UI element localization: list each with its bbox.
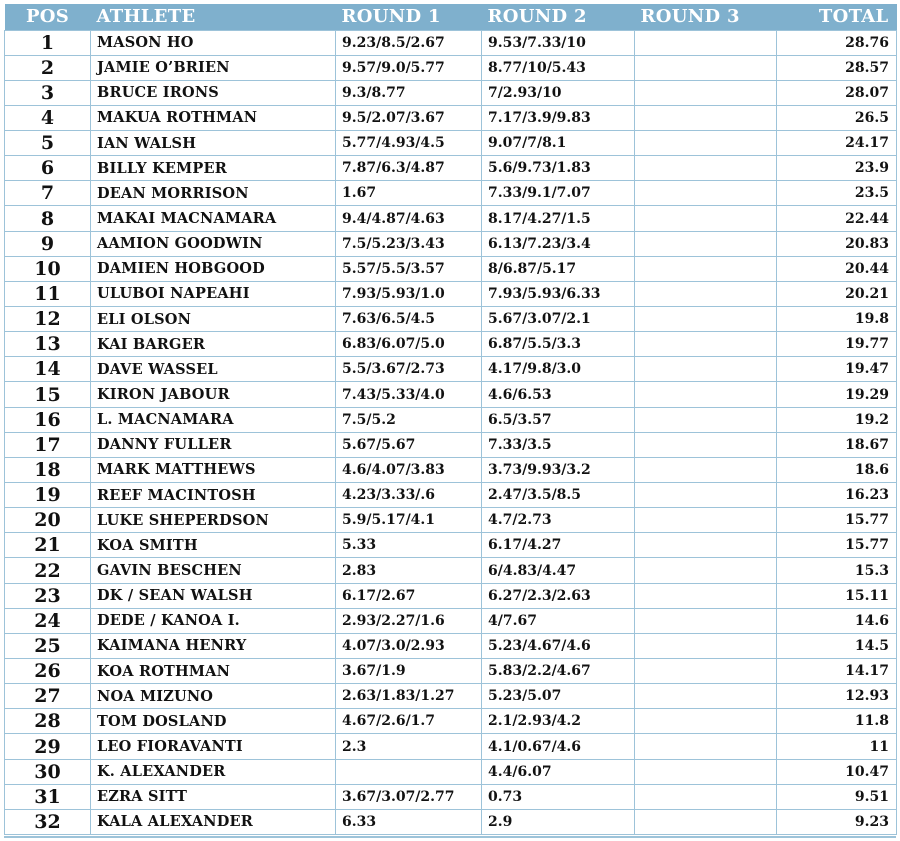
position-cell: 5: [5, 131, 91, 156]
table-row: [5, 332, 897, 357]
athlete-name-cell: LEO FIORAVANTI: [91, 734, 336, 759]
total-score-cell: 18.6: [777, 457, 897, 482]
position-cell: 6: [5, 156, 91, 181]
position-cell: 19: [5, 483, 91, 508]
round-3-scores-cell: [635, 533, 777, 558]
round-3-scores-cell: [635, 608, 777, 633]
round-2-scores-cell: 7.33/9.1/7.07: [482, 181, 635, 206]
round-1-scores-cell: 4.07/3.0/2.93: [336, 633, 482, 658]
athlete-name-cell: KALA ALEXANDER: [91, 809, 336, 834]
round-3-scores-cell: [635, 181, 777, 206]
header-total: TOTAL: [818, 6, 889, 28]
table-row: [5, 131, 897, 156]
total-score-cell: 19.47: [777, 357, 897, 382]
round-1-scores-cell: 7.93/5.93/1.0: [336, 281, 482, 306]
round-2-scores-cell: 7.93/5.93/6.33: [482, 281, 635, 306]
athlete-name-cell: LUKE SHEPERDSON: [91, 508, 336, 533]
round-2-scores-cell: 4.1/0.67/4.6: [482, 734, 635, 759]
table-row: [5, 281, 897, 306]
total-score-cell: 19.8: [777, 307, 897, 332]
round-2-scores-cell: 9.07/7/8.1: [482, 131, 635, 156]
position-cell: 14: [5, 357, 91, 382]
athlete-name-cell: MAKUA ROTHMAN: [91, 105, 336, 130]
position-cell: 17: [5, 432, 91, 457]
position-cell: 12: [5, 307, 91, 332]
round-2-scores-cell: 4.4/6.07: [482, 759, 635, 784]
round-2-scores-cell: 4.6/6.53: [482, 382, 635, 407]
athlete-name-cell: MAKAI MACNAMARA: [91, 206, 336, 231]
table-row: [5, 307, 897, 332]
table-row: [5, 759, 897, 784]
round-2-scores-cell: 6.5/3.57: [482, 407, 635, 432]
total-score-cell: 26.5: [777, 105, 897, 130]
position-cell: 20: [5, 508, 91, 533]
table-body: [5, 30, 897, 835]
round-3-scores-cell: [635, 382, 777, 407]
total-score-cell: 12.93: [777, 684, 897, 709]
total-score-cell: 23.9: [777, 156, 897, 181]
round-1-scores-cell: 7.63/6.5/4.5: [336, 307, 482, 332]
table-row: [5, 80, 897, 105]
position-cell: 22: [5, 558, 91, 583]
round-3-scores-cell: [635, 432, 777, 457]
position-cell: 28: [5, 709, 91, 734]
round-1-scores-cell: 5.33: [336, 533, 482, 558]
round-3-scores-cell: [635, 206, 777, 231]
athlete-name-cell: DK / SEAN WALSH: [91, 583, 336, 608]
round-1-scores-cell: 9.4/4.87/4.63: [336, 206, 482, 231]
table-row: [5, 734, 897, 759]
total-score-cell: 20.21: [777, 281, 897, 306]
round-3-scores-cell: [635, 281, 777, 306]
round-3-scores-cell: [635, 684, 777, 709]
results-table: [4, 4, 897, 835]
round-1-scores-cell: 6.33: [336, 809, 482, 834]
round-2-scores-cell: 0.73: [482, 784, 635, 809]
round-3-scores-cell: [635, 558, 777, 583]
round-1-scores-cell: 6.17/2.67: [336, 583, 482, 608]
athlete-name-cell: KOA SMITH: [91, 533, 336, 558]
position-cell: 30: [5, 759, 91, 784]
athlete-name-cell: AAMION GOODWIN: [91, 231, 336, 256]
header-round-3: ROUND 3: [640, 6, 740, 28]
round-2-scores-cell: 4.17/9.8/3.0: [482, 357, 635, 382]
total-score-cell: 24.17: [777, 131, 897, 156]
table-row: [5, 784, 897, 809]
round-2-scores-cell: 5.83/2.2/4.67: [482, 659, 635, 684]
total-score-cell: 14.5: [777, 633, 897, 658]
round-3-scores-cell: [635, 633, 777, 658]
athlete-name-cell: REEF MACINTOSH: [91, 483, 336, 508]
round-1-scores-cell: [336, 759, 482, 784]
round-3-scores-cell: [635, 156, 777, 181]
position-cell: 31: [5, 784, 91, 809]
position-cell: 21: [5, 533, 91, 558]
table-row: [5, 256, 897, 281]
position-cell: 13: [5, 332, 91, 357]
round-2-scores-cell: 4.7/2.73: [482, 508, 635, 533]
round-3-scores-cell: [635, 307, 777, 332]
round-2-scores-cell: 3.73/9.93/3.2: [482, 457, 635, 482]
table-row: [5, 483, 897, 508]
round-3-scores-cell: [635, 659, 777, 684]
table-row: [5, 55, 897, 80]
total-score-cell: 15.11: [777, 583, 897, 608]
round-3-scores-cell: [635, 809, 777, 834]
round-3-scores-cell: [635, 55, 777, 80]
round-3-scores-cell: [635, 734, 777, 759]
round-2-scores-cell: 6.87/5.5/3.3: [482, 332, 635, 357]
total-score-cell: 10.47: [777, 759, 897, 784]
round-2-scores-cell: 6.13/7.23/3.4: [482, 231, 635, 256]
table-row: [5, 508, 897, 533]
total-score-cell: 20.44: [777, 256, 897, 281]
round-2-scores-cell: 5.23/4.67/4.6: [482, 633, 635, 658]
header-athlete: ATHLETE: [96, 6, 196, 28]
position-cell: 16: [5, 407, 91, 432]
round-2-scores-cell: 6.27/2.3/2.63: [482, 583, 635, 608]
round-2-scores-cell: 4/7.67: [482, 608, 635, 633]
athlete-name-cell: NOA MIZUNO: [91, 684, 336, 709]
table-row: [5, 181, 897, 206]
position-cell: 24: [5, 608, 91, 633]
round-3-scores-cell: [635, 332, 777, 357]
athlete-name-cell: KOA ROTHMAN: [91, 659, 336, 684]
total-score-cell: 9.23: [777, 809, 897, 834]
position-cell: 7: [5, 181, 91, 206]
round-3-scores-cell: [635, 483, 777, 508]
round-1-scores-cell: 1.67: [336, 181, 482, 206]
total-score-cell: 22.44: [777, 206, 897, 231]
total-score-cell: 14.6: [777, 608, 897, 633]
round-3-scores-cell: [635, 131, 777, 156]
table-row: [5, 659, 897, 684]
round-1-scores-cell: 2.83: [336, 558, 482, 583]
total-score-cell: 18.67: [777, 432, 897, 457]
round-1-scores-cell: 4.23/3.33/.6: [336, 483, 482, 508]
athlete-name-cell: ULUBOI NAPEAHI: [91, 281, 336, 306]
round-1-scores-cell: 7.5/5.23/3.43: [336, 231, 482, 256]
round-3-scores-cell: [635, 759, 777, 784]
total-score-cell: 28.76: [777, 30, 897, 55]
table-row: [5, 231, 897, 256]
position-cell: 26: [5, 659, 91, 684]
round-1-scores-cell: 9.57/9.0/5.77: [336, 55, 482, 80]
round-1-scores-cell: 4.6/4.07/3.83: [336, 457, 482, 482]
athlete-name-cell: ELI OLSON: [91, 307, 336, 332]
round-3-scores-cell: [635, 407, 777, 432]
athlete-name-cell: L. MACNAMARA: [91, 407, 336, 432]
round-2-scores-cell: 7/2.93/10: [482, 80, 635, 105]
round-3-scores-cell: [635, 357, 777, 382]
round-1-scores-cell: 3.67/3.07/2.77: [336, 784, 482, 809]
round-2-scores-cell: 6/4.83/4.47: [482, 558, 635, 583]
total-score-cell: 11: [777, 734, 897, 759]
table-row: [5, 30, 897, 55]
position-cell: 32: [5, 809, 91, 834]
position-cell: 9: [5, 231, 91, 256]
position-cell: 2: [5, 55, 91, 80]
round-1-scores-cell: 5.9/5.17/4.1: [336, 508, 482, 533]
total-score-cell: 20.83: [777, 231, 897, 256]
round-3-scores-cell: [635, 784, 777, 809]
position-cell: 23: [5, 583, 91, 608]
total-score-cell: 11.8: [777, 709, 897, 734]
round-3-scores-cell: [635, 80, 777, 105]
table-row: [5, 533, 897, 558]
round-3-scores-cell: [635, 457, 777, 482]
header-round-1: ROUND 1: [341, 6, 441, 28]
position-cell: 15: [5, 382, 91, 407]
table-row: [5, 105, 897, 130]
athlete-name-cell: DAVE WASSEL: [91, 357, 336, 382]
total-score-cell: 28.57: [777, 55, 897, 80]
table-row: [5, 357, 897, 382]
athlete-name-cell: TOM DOSLAND: [91, 709, 336, 734]
position-cell: 29: [5, 734, 91, 759]
total-score-cell: 15.3: [777, 558, 897, 583]
total-score-cell: 19.2: [777, 407, 897, 432]
table-row: [5, 457, 897, 482]
round-1-scores-cell: 2.93/2.27/1.6: [336, 608, 482, 633]
round-2-scores-cell: 2.9: [482, 809, 635, 834]
total-score-cell: 15.77: [777, 508, 897, 533]
athlete-name-cell: IAN WALSH: [91, 131, 336, 156]
table-row: [5, 633, 897, 658]
header-pos: POS: [25, 6, 70, 28]
athlete-name-cell: KAIMANA HENRY: [91, 633, 336, 658]
round-1-scores-cell: 6.83/6.07/5.0: [336, 332, 482, 357]
position-cell: 1: [5, 30, 91, 55]
round-1-scores-cell: 9.23/8.5/2.67: [336, 30, 482, 55]
athlete-name-cell: EZRA SITT: [91, 784, 336, 809]
total-score-cell: 28.07: [777, 80, 897, 105]
table-row: [5, 809, 897, 834]
round-3-scores-cell: [635, 256, 777, 281]
position-cell: 11: [5, 281, 91, 306]
total-score-cell: 15.77: [777, 533, 897, 558]
table-row: [5, 583, 897, 608]
athlete-name-cell: BRUCE IRONS: [91, 80, 336, 105]
round-1-scores-cell: 2.63/1.83/1.27: [336, 684, 482, 709]
round-2-scores-cell: 5.6/9.73/1.83: [482, 156, 635, 181]
table-row: [5, 709, 897, 734]
total-score-cell: 16.23: [777, 483, 897, 508]
round-1-scores-cell: 9.5/2.07/3.67: [336, 105, 482, 130]
round-2-scores-cell: 2.1/2.93/4.2: [482, 709, 635, 734]
total-score-cell: 23.5: [777, 181, 897, 206]
round-1-scores-cell: 4.67/2.6/1.7: [336, 709, 482, 734]
total-score-cell: 9.51: [777, 784, 897, 809]
round-1-scores-cell: 2.3: [336, 734, 482, 759]
round-1-scores-cell: 7.5/5.2: [336, 407, 482, 432]
round-1-scores-cell: 5.57/5.5/3.57: [336, 256, 482, 281]
round-1-scores-cell: 7.43/5.33/4.0: [336, 382, 482, 407]
round-3-scores-cell: [635, 508, 777, 533]
round-1-scores-cell: 7.87/6.3/4.87: [336, 156, 482, 181]
total-score-cell: 19.77: [777, 332, 897, 357]
athlete-name-cell: MASON HO: [91, 30, 336, 55]
bottom-divider: [4, 836, 896, 838]
round-1-scores-cell: 9.3/8.77: [336, 80, 482, 105]
position-cell: 3: [5, 80, 91, 105]
position-cell: 10: [5, 256, 91, 281]
round-1-scores-cell: 5.5/3.67/2.73: [336, 357, 482, 382]
position-cell: 27: [5, 684, 91, 709]
round-3-scores-cell: [635, 583, 777, 608]
table-row: [5, 684, 897, 709]
athlete-name-cell: JAMIE O’BRIEN: [91, 55, 336, 80]
table-header: [5, 4, 897, 30]
round-2-scores-cell: 7.33/3.5: [482, 432, 635, 457]
round-2-scores-cell: 9.53/7.33/10: [482, 30, 635, 55]
header-round-2: ROUND 2: [487, 6, 587, 28]
round-2-scores-cell: 5.23/5.07: [482, 684, 635, 709]
total-score-cell: 14.17: [777, 659, 897, 684]
round-2-scores-cell: 7.17/3.9/9.83: [482, 105, 635, 130]
round-3-scores-cell: [635, 105, 777, 130]
athlete-name-cell: K. ALEXANDER: [91, 759, 336, 784]
table-row: [5, 206, 897, 231]
round-1-scores-cell: 5.77/4.93/4.5: [336, 131, 482, 156]
round-1-scores-cell: 5.67/5.67: [336, 432, 482, 457]
round-2-scores-cell: 6.17/4.27: [482, 533, 635, 558]
athlete-name-cell: DEAN MORRISON: [91, 181, 336, 206]
total-score-cell: 19.29: [777, 382, 897, 407]
table-row: [5, 558, 897, 583]
position-cell: 18: [5, 457, 91, 482]
round-3-scores-cell: [635, 30, 777, 55]
athlete-name-cell: GAVIN BESCHEN: [91, 558, 336, 583]
round-1-scores-cell: 3.67/1.9: [336, 659, 482, 684]
position-cell: 25: [5, 633, 91, 658]
athlete-name-cell: KAI BARGER: [91, 332, 336, 357]
table-row: [5, 156, 897, 181]
athlete-name-cell: KIRON JABOUR: [91, 382, 336, 407]
round-3-scores-cell: [635, 709, 777, 734]
table-row: [5, 382, 897, 407]
athlete-name-cell: DAMIEN HOBGOOD: [91, 256, 336, 281]
round-2-scores-cell: 8/6.87/5.17: [482, 256, 635, 281]
athlete-name-cell: BILLY KEMPER: [91, 156, 336, 181]
position-cell: 4: [5, 105, 91, 130]
round-2-scores-cell: 5.67/3.07/2.1: [482, 307, 635, 332]
position-cell: 8: [5, 206, 91, 231]
header-row: [5, 4, 897, 30]
athlete-name-cell: MARK MATTHEWS: [91, 457, 336, 482]
round-2-scores-cell: 8.77/10/5.43: [482, 55, 635, 80]
table-row: [5, 608, 897, 633]
athlete-name-cell: DANNY FULLER: [91, 432, 336, 457]
table-row: [5, 407, 897, 432]
round-3-scores-cell: [635, 231, 777, 256]
round-2-scores-cell: 2.47/3.5/8.5: [482, 483, 635, 508]
round-2-scores-cell: 8.17/4.27/1.5: [482, 206, 635, 231]
athlete-name-cell: DEDE / KANOA I.: [91, 608, 336, 633]
table-row: [5, 432, 897, 457]
